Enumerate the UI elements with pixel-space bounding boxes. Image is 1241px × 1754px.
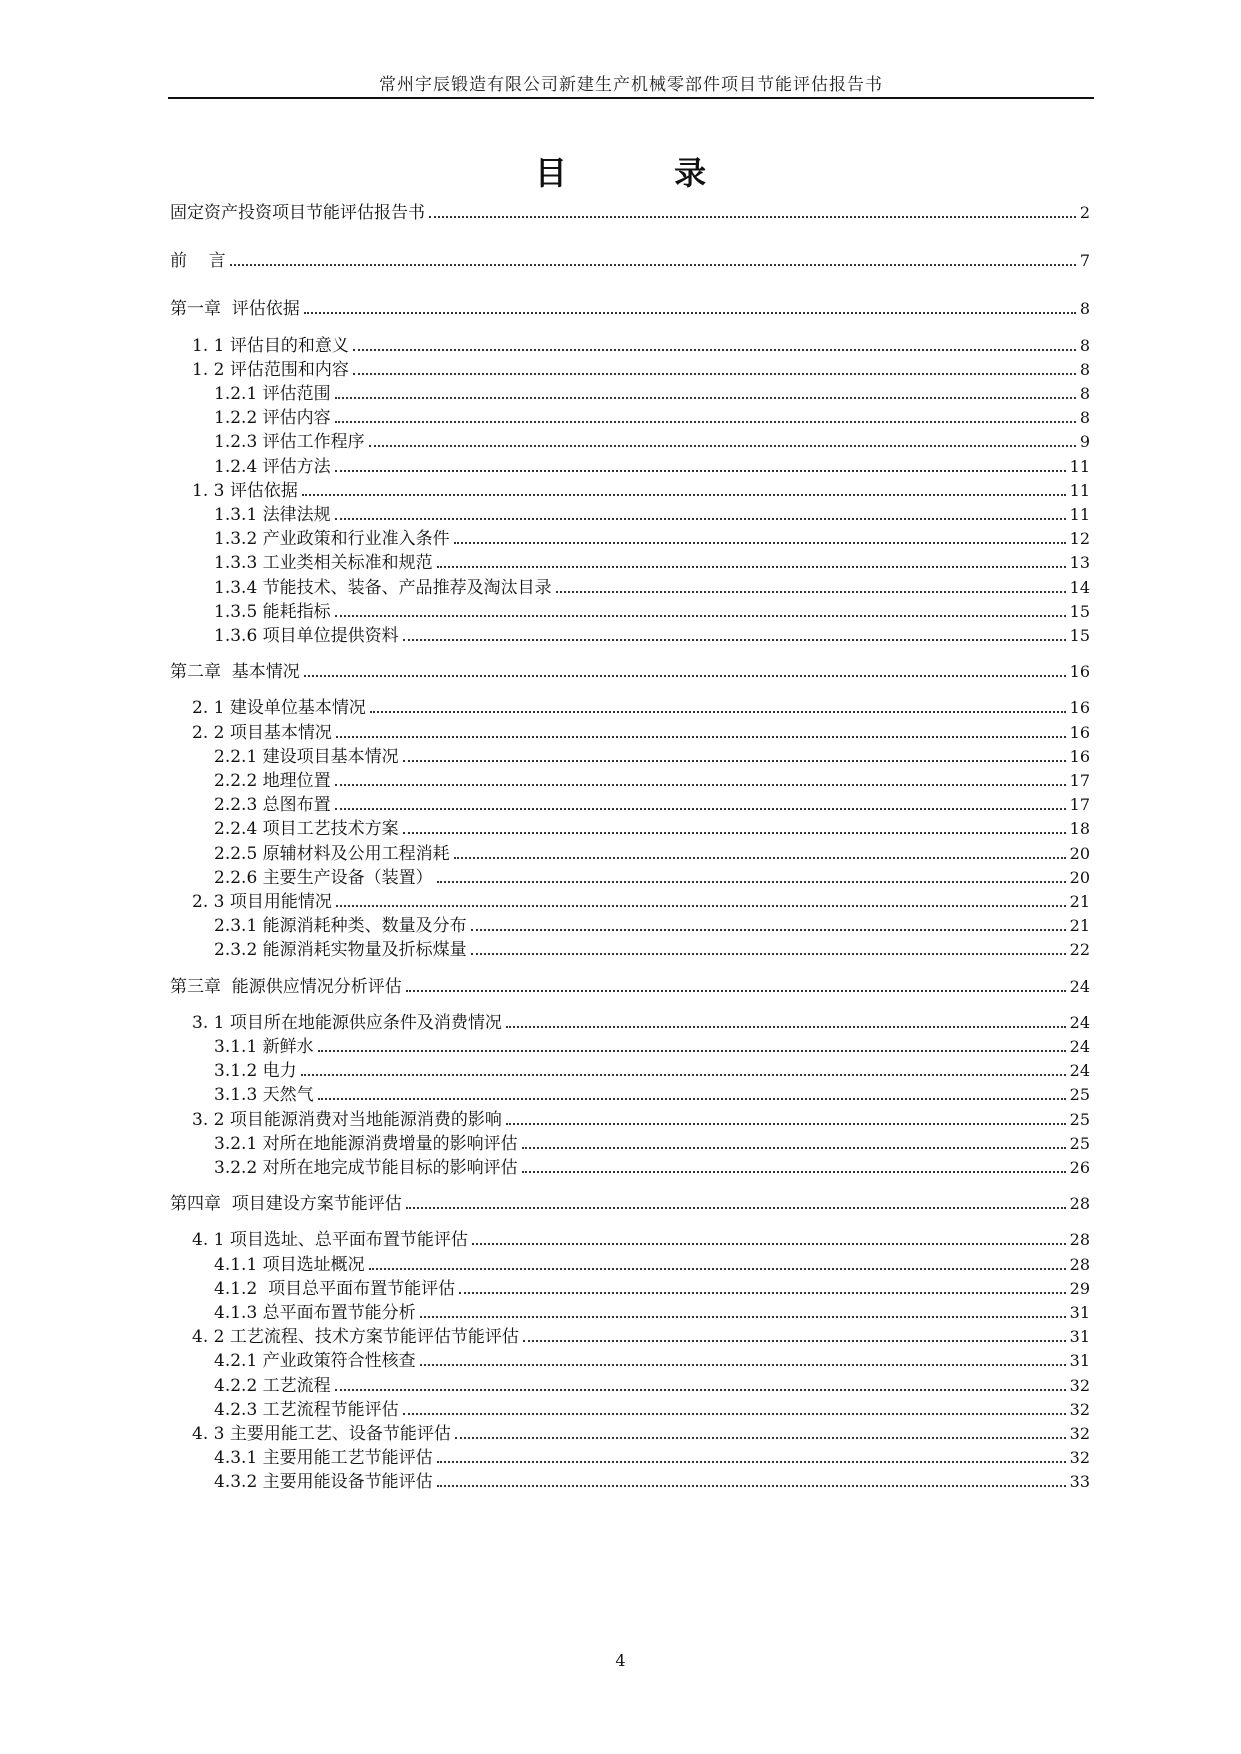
toc-entry-label: 1. 3 评估依据	[192, 480, 298, 501]
toc-entry-label: 1. 1 评估目的和意义	[192, 335, 349, 356]
toc-entry-label: 3.1.1 新鲜水	[214, 1037, 314, 1057]
toc-entry-page: 32	[1069, 1399, 1090, 1419]
page-number: 4	[615, 1651, 626, 1670]
toc-dot-leader	[437, 1461, 1066, 1463]
toc-entry-page: 28	[1069, 1254, 1090, 1274]
toc-entry-chapter[interactable]	[170, 200, 1090, 224]
toc-entry-page: 20	[1069, 843, 1090, 863]
toc-dot-leader	[318, 1098, 1066, 1100]
toc-entry-label: 第三章 能源供应情况分析评估	[170, 976, 402, 997]
toc-entry-subsection[interactable]	[170, 1034, 1090, 1058]
toc-dot-leader	[353, 373, 1076, 375]
toc-entry-label: 4.2.1 产业政策符合性核查	[214, 1351, 416, 1372]
toc-entry-page: 31	[1069, 1303, 1090, 1322]
toc-entry-section[interactable]	[170, 333, 1090, 357]
toc-entry-label: 2.2.6 主要生产设备（装置）	[214, 867, 433, 888]
toc-entry-page: 8	[1079, 384, 1090, 403]
toc-entry-label: 2.3.2 能源消耗实物量及折标煤量	[214, 940, 467, 961]
toc-entry-subsection[interactable]	[170, 1252, 1090, 1276]
toc-entry-page: 7	[1079, 251, 1090, 271]
toc-entry-subsection[interactable]	[170, 1155, 1090, 1179]
toc-entry-subsection[interactable]	[170, 792, 1090, 816]
toc-entry-page: 21	[1069, 916, 1090, 936]
toc-dot-leader	[369, 1268, 1066, 1270]
toc-entry-page: 14	[1069, 577, 1090, 597]
toc-entry-page: 20	[1069, 867, 1090, 887]
toc-entry-subsection[interactable]	[170, 1469, 1090, 1493]
toc-entry-label: 4.3.1 主要用能工艺节能评估	[214, 1448, 433, 1469]
toc-entry-label: 3.2.1 对所在地能源消费增量的影响评估	[214, 1133, 518, 1154]
toc-entry-subsection[interactable]	[170, 768, 1090, 792]
toc-entry-label: 1.3.4 节能技术、装备、产品推荐及淘汰目录	[214, 577, 552, 598]
toc-entry-chapter[interactable]	[170, 248, 1090, 272]
toc-entry-label: 1. 2 评估范围和内容	[192, 359, 349, 380]
toc-entry-page: 8	[1079, 335, 1090, 355]
toc-dot-leader	[335, 397, 1076, 399]
toc-entry-section[interactable]	[170, 889, 1090, 913]
toc-entry-page: 2	[1079, 203, 1090, 222]
toc-entry-page: 8	[1079, 359, 1090, 379]
toc-entry-label: 4.1.1 项目选址概况	[214, 1254, 365, 1275]
toc-entry-label: 2.2.2 地理位置	[214, 771, 331, 791]
toc-entry-label: 4. 3 主要用能工艺、设备节能评估	[192, 1424, 451, 1444]
toc-entry-section[interactable]	[170, 1421, 1090, 1445]
toc-entry-page: 16	[1069, 746, 1090, 766]
toc-entry-label: 第二章 基本情况	[170, 662, 300, 683]
toc-entry-page: 24	[1069, 1061, 1090, 1081]
toc-dot-leader	[403, 832, 1066, 834]
toc-entry-page: 31	[1069, 1327, 1090, 1347]
toc-entry-subsection[interactable]	[170, 1373, 1090, 1397]
toc-entry-subsection[interactable]	[170, 744, 1090, 768]
toc-entry-subsection[interactable]	[170, 1131, 1090, 1155]
toc-entry-subsection[interactable]	[170, 913, 1090, 937]
toc-entry-label: 第一章 评估依据	[170, 299, 300, 320]
toc-dot-leader	[556, 591, 1066, 593]
toc-entry-label: 2.2.5 原辅材料及公用工程消耗	[214, 843, 450, 864]
toc-entry-chapter[interactable]	[170, 974, 1090, 998]
toc-dot-leader	[522, 1147, 1066, 1149]
toc-entry-label: 2. 2 项目基本情况	[192, 722, 332, 743]
toc-dot-leader	[353, 349, 1076, 351]
toc-dot-leader	[420, 1316, 1066, 1318]
toc-dot-leader	[522, 1171, 1066, 1173]
toc-entry-chapter[interactable]	[170, 296, 1090, 320]
toc-dot-leader	[369, 445, 1076, 447]
toc-entry-subsection[interactable]	[170, 1445, 1090, 1469]
toc-dot-leader	[302, 494, 1066, 496]
toc-dot-leader	[403, 760, 1066, 762]
toc-entry-section[interactable]	[170, 357, 1090, 381]
toc-entry-label: 4.1.2 项目总平面布置节能评估	[214, 1278, 456, 1299]
toc-entry-page: 33	[1069, 1472, 1090, 1492]
toc-entry-page: 11	[1069, 456, 1090, 476]
toc-entry-page: 32	[1069, 1448, 1090, 1468]
toc-entry-label: 4.2.2 工艺流程	[214, 1375, 331, 1396]
toc-entry-page: 31	[1069, 1351, 1090, 1371]
toc-entry-page: 25	[1069, 1109, 1090, 1129]
toc-dot-leader	[472, 1243, 1066, 1245]
toc-entry-label: 4.3.2 主要用能设备节能评估	[214, 1472, 433, 1493]
toc-dot-leader	[336, 736, 1066, 738]
toc-entry-subsection[interactable]	[170, 454, 1090, 478]
toc-dot-leader	[455, 1437, 1066, 1439]
toc-entry-page: 29	[1069, 1278, 1090, 1298]
toc-entry-label: 3.1.3 天然气	[214, 1085, 314, 1106]
toc-entry-subsection[interactable]	[170, 1300, 1090, 1324]
toc-entry-page: 25	[1069, 1133, 1090, 1153]
toc-entry-subsection[interactable]	[170, 937, 1090, 961]
toc-entry-page: 8	[1079, 408, 1090, 428]
toc-entry-subsection[interactable]	[170, 1276, 1090, 1300]
toc-entry-label: 2. 1 建设单位基本情况	[192, 698, 366, 719]
toc-entry-page: 24	[1069, 1037, 1090, 1056]
toc-entry-label: 4.2.3 工艺流程节能评估	[214, 1399, 399, 1420]
toc-dot-leader	[304, 312, 1076, 314]
toc-entry-page: 15	[1069, 601, 1090, 621]
toc-dot-leader	[336, 905, 1066, 907]
toc-entry-label: 1.2.4 评估方法	[214, 456, 331, 477]
header-divider	[168, 97, 1094, 99]
toc-entry-subsection[interactable]	[170, 550, 1090, 574]
toc-entry-subsection[interactable]	[170, 381, 1090, 405]
running-header: 常州宇辰锻造有限公司新建生产机械零部件项目节能评估报告书	[379, 75, 883, 95]
toc-entry-label: 3.2.2 对所在地完成节能目标的影响评估	[214, 1158, 518, 1178]
toc-dot-leader	[403, 639, 1066, 641]
toc-entry-subsection[interactable]	[170, 865, 1090, 889]
toc-dot-leader	[335, 615, 1066, 617]
toc-entry-subsection[interactable]	[170, 502, 1090, 526]
toc-entry-subsection[interactable]	[170, 1348, 1090, 1372]
toc-entry-label: 2. 3 项目用能情况	[192, 892, 332, 912]
toc-entry-label: 1.3.3 工业类相关标准和规范	[214, 553, 433, 574]
toc-entry-page: 17	[1069, 795, 1090, 815]
toc-entry-page: 17	[1069, 771, 1090, 790]
toc-dot-leader	[506, 1026, 1066, 1028]
toc-entry-section[interactable]	[170, 1107, 1090, 1131]
toc-entry-page: 8	[1079, 299, 1090, 319]
toc-entry-chapter[interactable]	[170, 1191, 1090, 1215]
toc-entry-page: 28	[1069, 1230, 1090, 1250]
toc-entry-page: 16	[1069, 698, 1090, 718]
toc-entry-subsection[interactable]	[170, 599, 1090, 623]
toc-dot-leader	[304, 675, 1066, 677]
toc-entry-subsection[interactable]	[170, 1058, 1090, 1082]
toc-entry-label: 1.3.5 能耗指标	[214, 601, 331, 622]
toc-title: 目 录	[534, 154, 755, 192]
toc-entry-page: 32	[1069, 1424, 1090, 1443]
toc-entry-label: 2.2.1 建设项目基本情况	[214, 746, 399, 767]
toc-dot-leader	[301, 1074, 1066, 1076]
toc-entry-section[interactable]	[170, 720, 1090, 744]
toc-entry-label: 3. 1 项目所在地能源供应条件及消费情况	[192, 1012, 502, 1033]
toc-entry-page: 21	[1069, 892, 1090, 911]
toc-entry-page: 24	[1069, 976, 1090, 996]
toc-dot-leader	[406, 990, 1066, 992]
toc-entry-subsection[interactable]	[170, 405, 1090, 429]
toc-entry-section[interactable]	[170, 478, 1090, 502]
toc-entry-label: 2.3.1 能源消耗种类、数量及分布	[214, 916, 467, 937]
toc-entry-label: 2.2.4 项目工艺技术方案	[214, 819, 399, 840]
toc-dot-leader	[454, 542, 1066, 544]
toc-entry-chapter[interactable]	[170, 659, 1090, 683]
toc-dot-leader	[471, 929, 1066, 931]
toc-dot-leader	[454, 857, 1066, 859]
toc-entry-page: 13	[1069, 553, 1090, 573]
toc-entry-label: 第四章 项目建设方案节能评估	[170, 1194, 402, 1215]
toc-entry-section[interactable]	[170, 1324, 1090, 1348]
toc-entry-page: 28	[1069, 1194, 1090, 1214]
toc-entry-label: 1.2.3 评估工作程序	[214, 432, 365, 453]
toc-entry-page: 18	[1069, 819, 1090, 839]
toc-dot-leader	[471, 953, 1066, 955]
toc-dot-leader	[335, 1389, 1066, 1391]
toc-dot-leader	[420, 1364, 1066, 1366]
toc-entry-label: 1.2.1 评估范围	[214, 384, 331, 404]
toc-entry-page: 11	[1069, 480, 1090, 500]
toc-entry-page: 16	[1069, 662, 1090, 682]
toc-dot-leader	[437, 1485, 1066, 1487]
toc-dot-leader	[318, 1050, 1066, 1052]
toc-entry-label: 1.3.2 产业政策和行业准入条件	[214, 529, 450, 550]
toc-dot-leader	[429, 216, 1076, 218]
toc-dot-leader	[506, 1123, 1066, 1125]
toc-entry-label: 1.3.1 法律法规	[214, 505, 331, 525]
toc-entry-page: 26	[1069, 1158, 1090, 1177]
toc-dot-leader	[230, 264, 1076, 266]
toc-entry-page: 11	[1069, 505, 1090, 524]
toc-dot-leader	[335, 784, 1066, 786]
toc-dot-leader	[335, 808, 1066, 810]
toc-entry-label: 固定资产投资项目节能评估报告书	[170, 203, 425, 223]
toc-entry-subsection[interactable]	[170, 526, 1090, 550]
toc-dot-leader	[523, 1340, 1066, 1342]
toc-dot-leader	[406, 1207, 1066, 1209]
toc-entry-page: 24	[1069, 1012, 1090, 1032]
toc-entry-subsection[interactable]	[170, 575, 1090, 599]
toc-entry-section[interactable]	[170, 695, 1090, 719]
toc-entry-label: 4. 1 项目选址、总平面布置节能评估	[192, 1230, 468, 1251]
toc-entry-page: 32	[1069, 1375, 1090, 1395]
toc-entry-page: 12	[1069, 529, 1090, 549]
toc-entry-subsection[interactable]	[170, 841, 1090, 865]
toc-dot-leader	[335, 518, 1066, 520]
toc-entry-label: 3. 2 项目能源消费对当地能源消费的影响	[192, 1109, 502, 1130]
toc-entry-page: 9	[1079, 432, 1090, 452]
toc-entry-subsection[interactable]	[170, 623, 1090, 647]
toc-entry-subsection[interactable]	[170, 1397, 1090, 1421]
toc-entry-page: 15	[1069, 626, 1090, 645]
toc-dot-leader	[335, 470, 1066, 472]
toc-dot-leader	[437, 881, 1066, 883]
toc-entry-label: 2.2.3 总图布置	[214, 795, 331, 816]
toc-dot-leader	[437, 566, 1066, 568]
toc-entry-label: 3.1.2 电力	[214, 1061, 297, 1082]
toc-entry-page: 22	[1069, 940, 1090, 960]
toc-entry-page: 25	[1069, 1085, 1090, 1105]
toc-dot-leader	[335, 421, 1076, 423]
toc-entry-subsection[interactable]	[170, 429, 1090, 453]
toc-dot-leader	[459, 1292, 1066, 1294]
toc-dot-leader	[403, 1413, 1066, 1415]
toc-entry-label: 4. 2 工艺流程、技术方案节能评估节能评估	[192, 1327, 519, 1348]
toc-entry-section[interactable]	[170, 1010, 1090, 1034]
toc-entry-label: 1.3.6 项目单位提供资料	[214, 626, 399, 646]
toc-entry-page: 16	[1069, 722, 1090, 742]
toc-dot-leader	[370, 711, 1066, 713]
toc-entry-subsection[interactable]	[170, 816, 1090, 840]
toc-entry-label: 1.2.2 评估内容	[214, 408, 331, 429]
toc-entry-section[interactable]	[170, 1227, 1090, 1251]
toc-entry-subsection[interactable]	[170, 1082, 1090, 1106]
toc-entry-label: 前 言	[170, 251, 226, 272]
toc-entry-label: 4.1.3 总平面布置节能分析	[214, 1303, 416, 1323]
